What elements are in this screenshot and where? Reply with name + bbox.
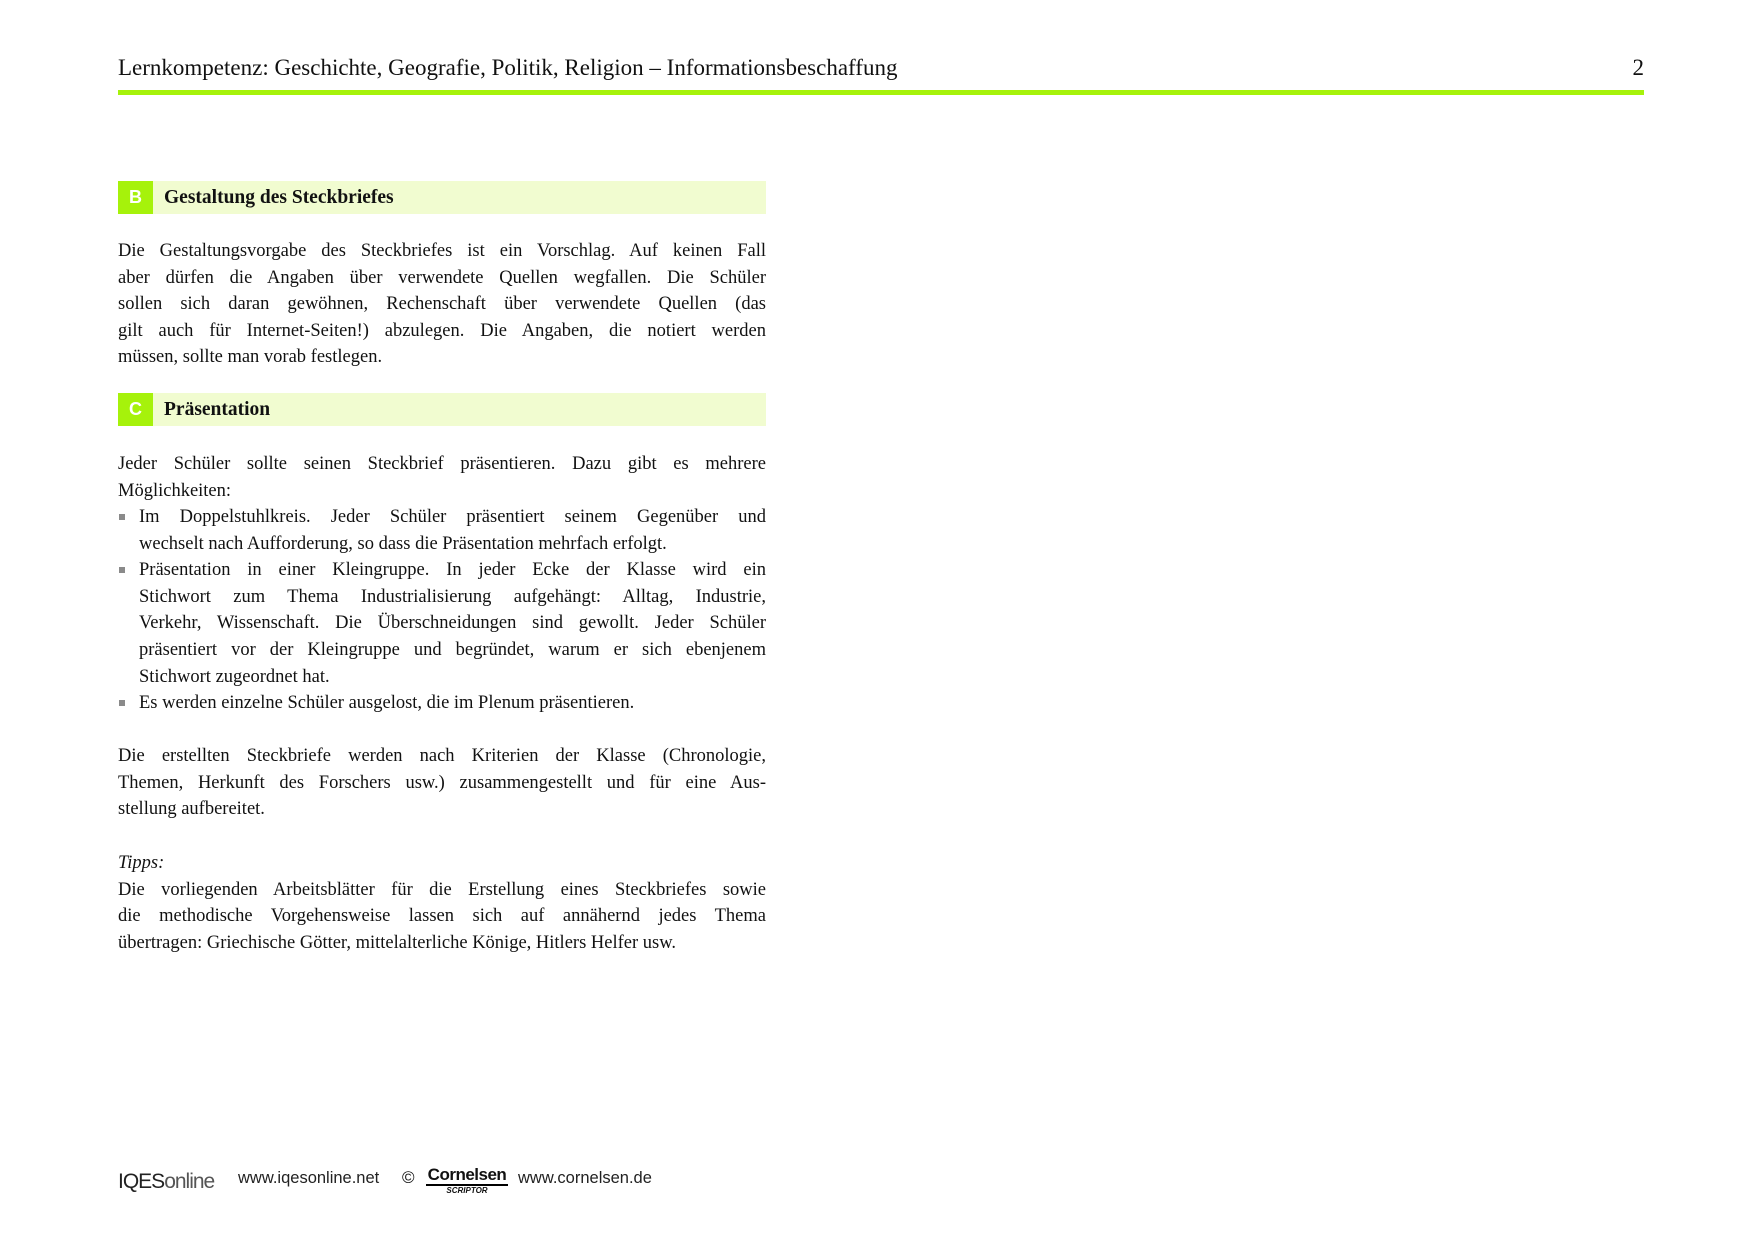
- square-bullet-icon: [119, 700, 125, 706]
- header-title: Lernkompetenz: Geschichte, Geografie, Politik, Religion – Informationsbeschaffung: [118, 55, 898, 80]
- list-item: [118, 557, 766, 690]
- text-line: aber dürfen die Angaben über verwendete Quellen wegfallen. Die Schüler: [118, 267, 766, 288]
- iqes-logo: [118, 1170, 214, 1194]
- list-item: [118, 690, 766, 717]
- page-header: [118, 55, 1644, 95]
- section-letter-badge: B: [118, 181, 153, 214]
- iqes-logo-bold: IQES: [118, 1170, 165, 1193]
- cornelsen-logo: [426, 1166, 508, 1195]
- text-line: Im Doppelstuhlkreis. Jeder Schüler präsentiert seinem Gegenüber und: [139, 507, 766, 527]
- section-c-closing: [118, 743, 766, 823]
- text-line: übertragen: Griechische Götter, mittelalterliche Könige, Hitlers Helfer usw.: [118, 932, 676, 953]
- section-c-heading: [118, 393, 766, 426]
- section-letter-badge: C: [118, 393, 153, 426]
- text-line: Themen, Herkunft des Forschers usw.) zusammengestellt und für eine Aus-: [118, 772, 766, 793]
- text-line: die methodische Vorgehensweise lassen sich auf annähernd jedes Thema: [118, 906, 766, 927]
- text-line: präsentiert vor der Kleingruppe und begründet, warum er sich ebenjenem: [139, 639, 766, 660]
- list-item: [118, 504, 766, 557]
- iqes-url[interactable]: www.iqesonline.net: [238, 1169, 380, 1187]
- text-line: Stichwort zugeordnet hat.: [139, 666, 330, 687]
- text-line: sollen sich daran gewöhnen, Rechenschaft über verwendete Quellen (das: [118, 294, 766, 315]
- text-line: stellung aufbereitet.: [118, 799, 265, 820]
- text-line: müssen, sollte man vorab festlegen.: [118, 347, 383, 368]
- copyright-symbol: ©: [402, 1168, 415, 1187]
- text-line: Die erstellten Steckbriefe werden nach Kriterien der Klasse (Chronologie,: [118, 746, 766, 766]
- cornelsen-url[interactable]: www.cornelsen.de: [518, 1169, 652, 1187]
- text-line: wechselt nach Aufforderung, so dass die Präsentation mehrfach erfolgt.: [139, 533, 667, 554]
- section-b-paragraph: [118, 238, 766, 371]
- text-line: Präsentation in einer Kleingruppe. In jeder Ecke der Klasse wird ein: [139, 560, 766, 581]
- page-footer: [118, 1166, 818, 1196]
- iqes-logo-light: online: [164, 1170, 215, 1193]
- square-bullet-icon: [119, 514, 125, 520]
- text-line: Es werden einzelne Schüler ausgelost, die im Plenum präsentieren.: [139, 693, 635, 714]
- tips-label: Tipps:: [118, 853, 165, 873]
- cornelsen-logo-text: Cornelsen: [427, 1165, 507, 1184]
- cornelsen-logo-sub: SCRIPTOR: [446, 1186, 488, 1195]
- section-title: Präsentation: [164, 399, 271, 420]
- tips-block: [118, 850, 766, 956]
- section-b-heading: [118, 181, 766, 214]
- text-line: Die Gestaltungsvorgabe des Steckbriefes ist ein Vorschlag. Auf keinen Fall: [118, 241, 766, 261]
- text-line: Stichwort zum Thema Industrialisierung aufgehängt: Alltag, Industrie,: [139, 586, 766, 607]
- text-line: gilt auch für Internet-Seiten!) abzulegen. Die Angaben, die notiert werden: [118, 320, 766, 341]
- text-line: Verkehr, Wissenschaft. Die Überschneidungen sind gewollt. Jeder Schüler: [139, 613, 766, 634]
- text-line: Möglichkeiten:: [118, 480, 232, 501]
- header-rule: [118, 90, 1644, 95]
- page-number: 2: [1632, 55, 1644, 80]
- section-title: Gestaltung des Steckbriefes: [164, 187, 394, 208]
- square-bullet-icon: [119, 567, 125, 573]
- text-line: Jeder Schüler sollte seinen Steckbrief präsentieren. Dazu gibt es mehrere: [118, 454, 766, 474]
- text-line: Die vorliegenden Arbeitsblätter für die Erstellung eines Steckbriefes sowie: [118, 879, 766, 900]
- section-c-intro: [118, 451, 766, 504]
- section-c-bullet-list: [118, 504, 766, 717]
